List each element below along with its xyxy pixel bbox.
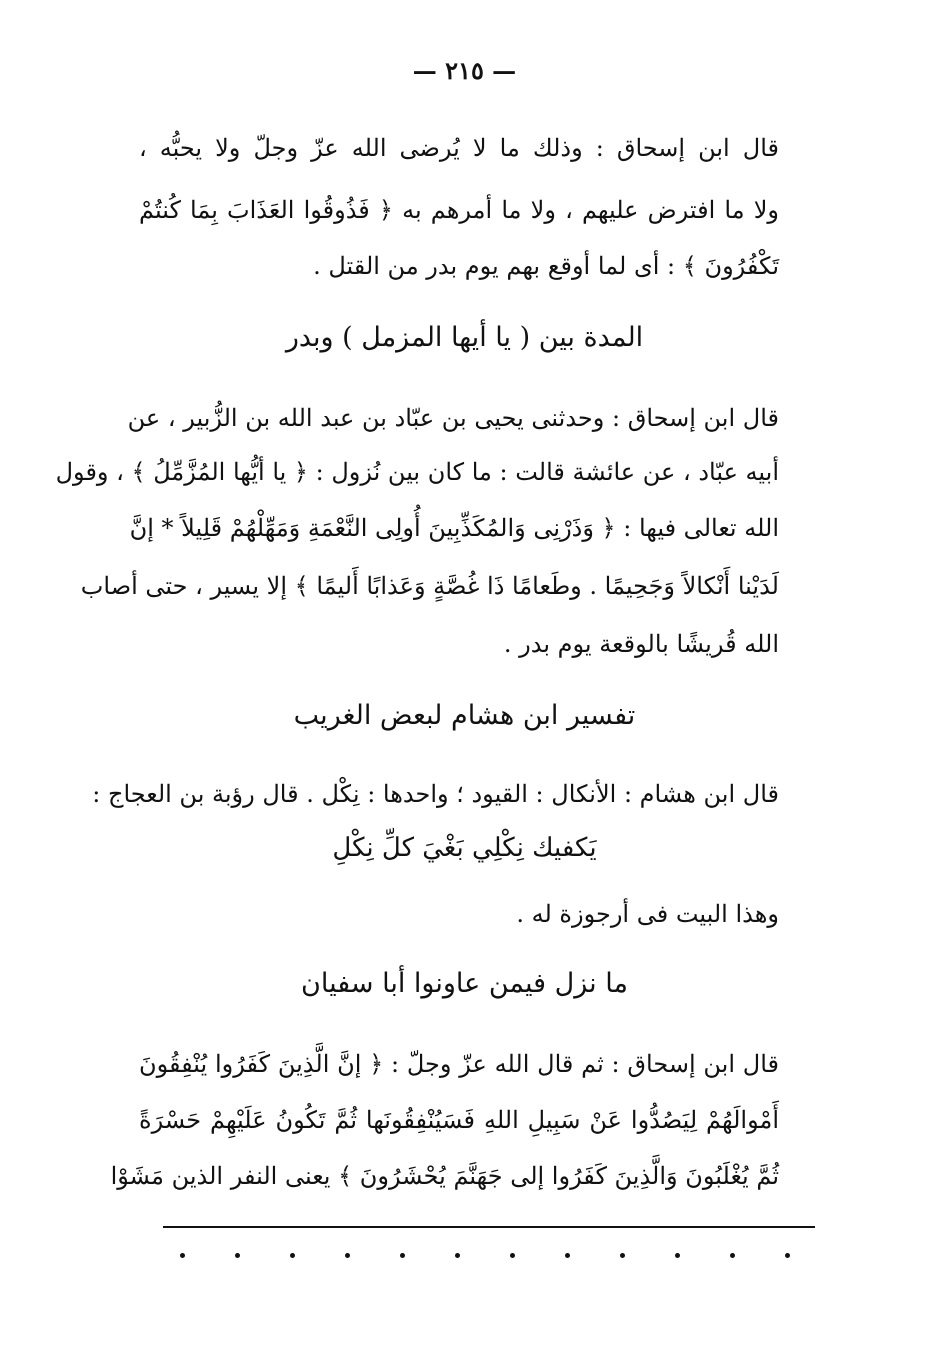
paragraph-line: قال ابن هشام : الأنكال : القيود ؛ واحدها : نِكْل . قال رؤبة بن العجاج :	[92, 780, 779, 808]
paragraph-line: قال ابن إسحاق : وحدثنى يحيى بن عبّاد بن عبد الله بن الزُّبير ، عن	[127, 404, 779, 432]
dot	[235, 1253, 240, 1258]
dot	[785, 1253, 790, 1258]
dot	[565, 1253, 570, 1258]
page-number: — ٢١٥ —	[412, 56, 517, 85]
paragraph-line: لَدَيْنا أَنْكالاً وَجَحِيمًا . وطَعامًا ذَا غُصَّةٍ وَعَذابًا أَليمًا ﴾ إلا يسير ، حتى أصاب	[80, 572, 779, 600]
dot	[455, 1253, 460, 1258]
paragraph-line: أبيه عبّاد ، عن عائشة قالت : ما كان بين نُزول : ﴿ يا أيُّها المُزَّمِّلُ ﴾ ، وقول	[55, 458, 779, 486]
paragraph-line: أَمْوالَهُمْ لِيَصُدُّوا عَنْ سَبِيلِ اللهِ فَسَيُنْفِقُونَها ثُمَّ تَكُونُ عَلَيْهِمْ حَسْرَةً	[139, 1106, 779, 1134]
footnote-dots	[180, 1240, 790, 1270]
poetry-verse: يَكفيك نِكْلِي بَغْيَ كلِّ نِكْلِ	[332, 833, 597, 863]
dot	[675, 1253, 680, 1258]
paragraph-line: الله قُريشًا بالوقعة يوم بدر .	[503, 630, 779, 658]
dot	[730, 1253, 735, 1258]
section-heading: تفسير ابن هشام لبعض الغريب	[293, 700, 636, 731]
dot	[400, 1253, 405, 1258]
dot	[345, 1253, 350, 1258]
dot	[620, 1253, 625, 1258]
dot	[180, 1253, 185, 1258]
paragraph-line: قال ابن إسحاق : وذلك ما لا يُرضى الله عزّ وجلّ ولا يحبُّه ،	[139, 134, 779, 162]
paragraph-line: ولا ما افترض عليهم ، ولا ما أمرهم به ﴿ فَذُوقُوا العَذَابَ بِمَا كُنتُمْ	[139, 196, 779, 224]
paragraph-line: الله تعالى فيها : ﴿ وَذَرْنِى وَالمُكَذِّبِينَ أُولِى النَّعْمَةِ وَمَهِّلْهُمْ قَلِيلاً * إنَّ	[129, 514, 779, 542]
verse-note: وهذا البيت فى أرجوزة له .	[516, 900, 779, 928]
section-heading: المدة بين ( يا أيها المزمل ) وبدر	[285, 322, 644, 353]
paragraph-line: ثُمَّ يُغْلَبُونَ وَالَّذِينَ كَفَرُوا إلى جَهَنَّمَ يُحْشَرُونَ ﴾ يعنى النفر الذين مَشَوْا	[110, 1162, 779, 1190]
dot	[510, 1253, 515, 1258]
footnote-rule	[163, 1226, 815, 1228]
section-heading: ما نزل فيمن عاونوا أبا سفيان	[301, 968, 628, 999]
dot	[290, 1253, 295, 1258]
paragraph-line: تَكْفُرُونَ ﴾ : أى لما أوقع بهم يوم بدر من القتل .	[313, 252, 779, 280]
paragraph-line: قال ابن إسحاق : ثم قال الله عزّ وجلّ : ﴿ إنَّ الَّذِينَ كَفَرُوا يُنْفِقُونَ	[139, 1050, 779, 1078]
